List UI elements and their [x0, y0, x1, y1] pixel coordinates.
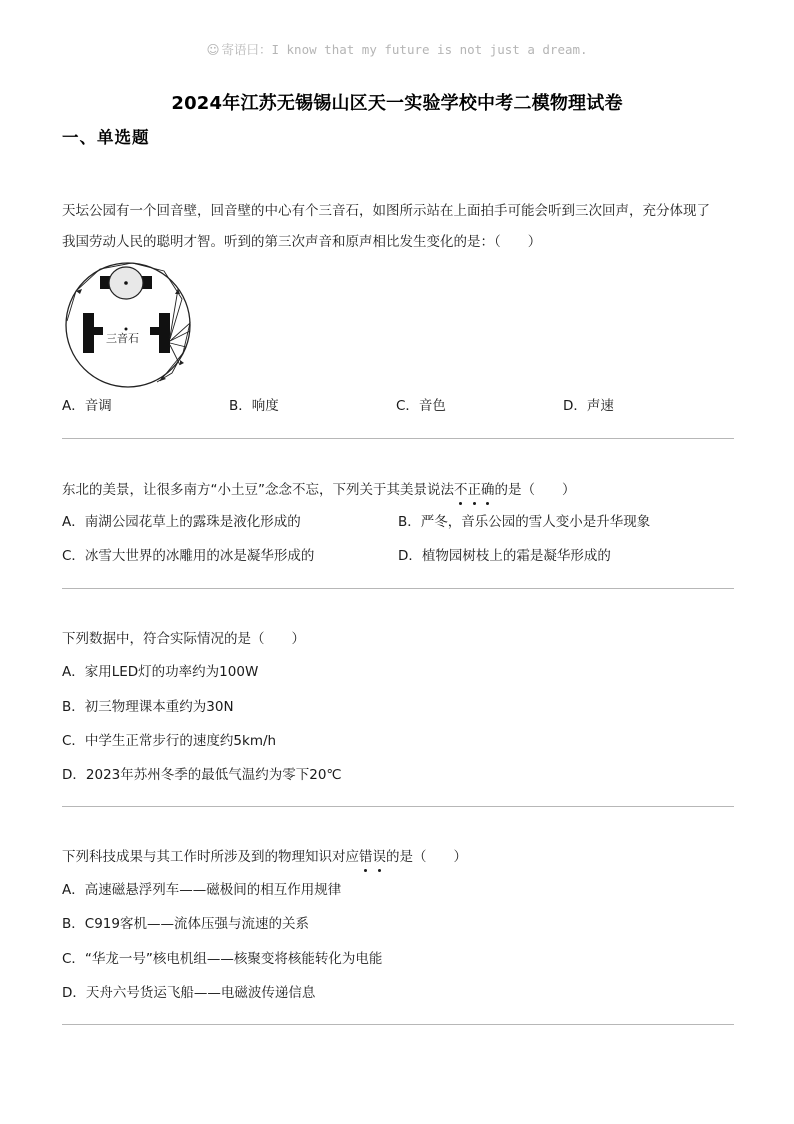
q4-option-c[interactable]: C．“华龙一号”核电机组——核聚变将核能转化为电能 [62, 951, 383, 967]
q2-option-d[interactable]: D．植物园树枝上的霜是凝华形成的 [398, 548, 611, 564]
q2-option-a[interactable]: A．南湖公园花草上的露珠是液化形成的 [62, 514, 301, 530]
q3-option-d[interactable]: D．2023年苏州冬季的最低气温约为零下20℃ [62, 767, 342, 783]
motto-text: I know that my future is not just a dream. [271, 42, 588, 57]
q2-emphasis-char: 不 [454, 482, 468, 498]
q4-stem-after: 的是（ ） [386, 849, 467, 865]
q1-stem-line1: 天坛公园有一个回音壁，回音壁的中心有个三音石，如图所示站在上面拍手可能会听到三次回声，充分体现了 [62, 203, 710, 219]
q4-option-a[interactable]: A．高速磁悬浮列车——磁极间的相互作用规律 [62, 882, 342, 898]
q1-option-c[interactable]: C．音色 [396, 398, 446, 414]
q4-emphasis-char: 错 [359, 849, 373, 865]
question-divider [62, 588, 734, 589]
motto-prefix: 寄语曰： [221, 42, 272, 57]
right-block-stub [150, 327, 159, 335]
left-block-stub [94, 327, 103, 335]
q4-option-b[interactable]: B．C919客机——流体压强与流速的关系 [62, 916, 309, 932]
q1-stem-line2: 我国劳动人民的聪明才智。听到的第三次声音和原声相比发生变化的是：（ ） [62, 234, 542, 250]
q4-stem-before: 下列科技成果与其工作时所涉及到的物理知识对应 [62, 849, 359, 865]
smile-icon: ☺ [206, 42, 220, 57]
q2-emphasis-char: 确 [481, 482, 495, 498]
q4-stem [62, 847, 467, 867]
three-tone-stone-label: 三音石 [106, 332, 139, 345]
q4-option-d[interactable]: D．天舟六号货运飞船——电磁波传递信息 [62, 985, 316, 1001]
left-block-bar [83, 313, 94, 353]
q2-stem [62, 480, 576, 500]
question-divider [62, 438, 734, 439]
stone-center-dot [125, 328, 128, 331]
page-title: 2024年江苏无锡锡山区天一实验学校中考二模物理试卷 [171, 93, 623, 114]
header-motto [0, 40, 794, 58]
hall-center-dot [124, 281, 128, 285]
q2-emphasis-char: 正 [467, 482, 481, 498]
q3-option-c[interactable]: C．中学生正常步行的速度约5km/h [62, 733, 277, 749]
q2-stem-after: 的是（ ） [494, 482, 576, 498]
right-block-bar [159, 313, 170, 353]
q2-option-c[interactable]: C．冰雪大世界的冰雕用的冰是凝华形成的 [62, 548, 315, 564]
q3-option-a[interactable]: A．家用LED灯的功率约为100W [62, 664, 259, 680]
q1-option-d[interactable]: D．声速 [563, 398, 614, 414]
q2-stem-before: 东北的美景，让很多南方“小土豆”念念不忘，下列关于其美景说法 [62, 482, 454, 498]
q2-option-b[interactable]: B．严冬，音乐公园的雪人变小是升华现象 [398, 514, 651, 530]
q3-stem: 下列数据中，符合实际情况的是（ ） [62, 631, 305, 647]
q4-emphasis-char: 误 [372, 849, 386, 865]
q3-option-b[interactable]: B．初三物理课本重约为30N [62, 699, 234, 715]
section-heading: 一、单选题 [62, 128, 150, 147]
q1-option-b[interactable]: B．响度 [229, 398, 279, 414]
question-divider [62, 806, 734, 807]
echo-wall-diagram [62, 261, 196, 389]
question-divider [62, 1024, 734, 1025]
q1-option-a[interactable]: A．音调 [62, 398, 112, 414]
